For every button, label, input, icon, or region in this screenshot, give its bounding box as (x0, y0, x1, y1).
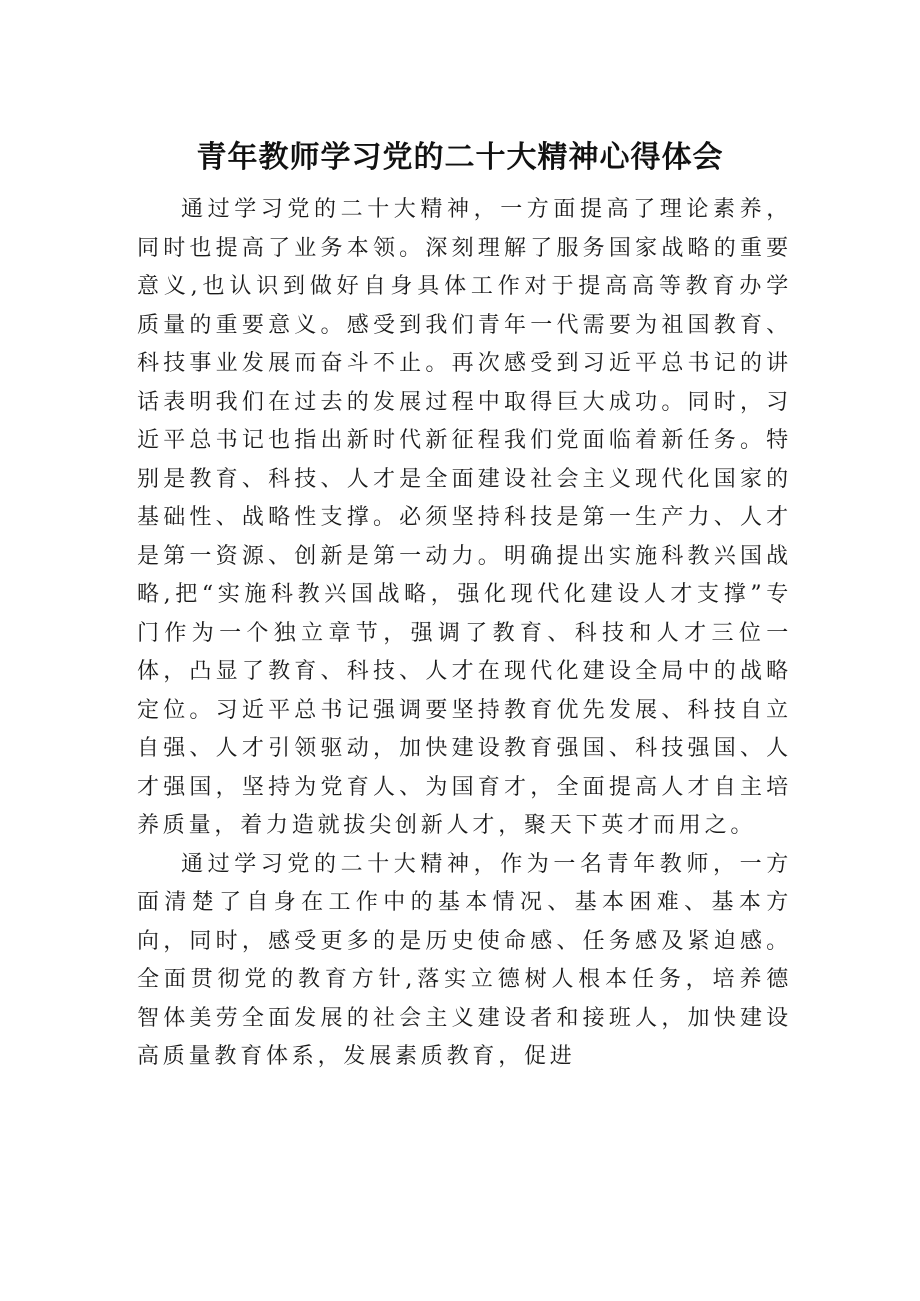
paragraph-1: 通过学习党的二十大精神，一方面提高了理论素养，同时也提高了业务本领。深刻理解了服务国家战略的重要意义,也认识到做好自身具体工作对于提高高等教育办学质量的重要意义。感受到我们青年一代需要为祖国教育、科技事业发展而奋斗不止。再次感受到习近平总书记的讲话表明我们在过去的发展过程中取得巨大成功。同时，习近平总书记也指出新时代新征程我们党面临着新任务。特别是教育、科技、人才是全面建设社会主义现代化国家的基础性、战略性支撑。必须坚持科技是第一生产力、人才是第一资源、创新是第一动力。明确提出实施科教兴国战略,把“实施科教兴国战略，强化现代化建设人才支撑”专门作为一个独立章节，强调了教育、科技和人才三位一体，凸显了教育、科技、人才在现代化建设全局中的战略定位。习近平总书记强调要坚持教育优先发展、科技自立自强、人才引领驱动，加快建设教育强国、科技强国、人才强国，坚持为党育人、为国育才，全面提高人才自主培养质量，着力造就拔尖创新人才，聚天下英才而用之。 (137, 197, 792, 838)
paragraph-2: 通过学习党的二十大精神，作为一名青年教师，一方面清楚了自身在工作中的基本情况、基本困难、基本方向，同时，感受更多的是历史使命感、任务感及紧迫感。全面贯彻党的教育方针,落实立德树人根本任务，培养德智体美劳全面发展的社会主义建设者和接班人，加快建设高质量教育体系，发展素质教育，促进 (137, 851, 792, 1069)
document-body (137, 191, 792, 1077)
document-title: 青年教师学习党的二十大精神心得体会 (196, 140, 724, 175)
